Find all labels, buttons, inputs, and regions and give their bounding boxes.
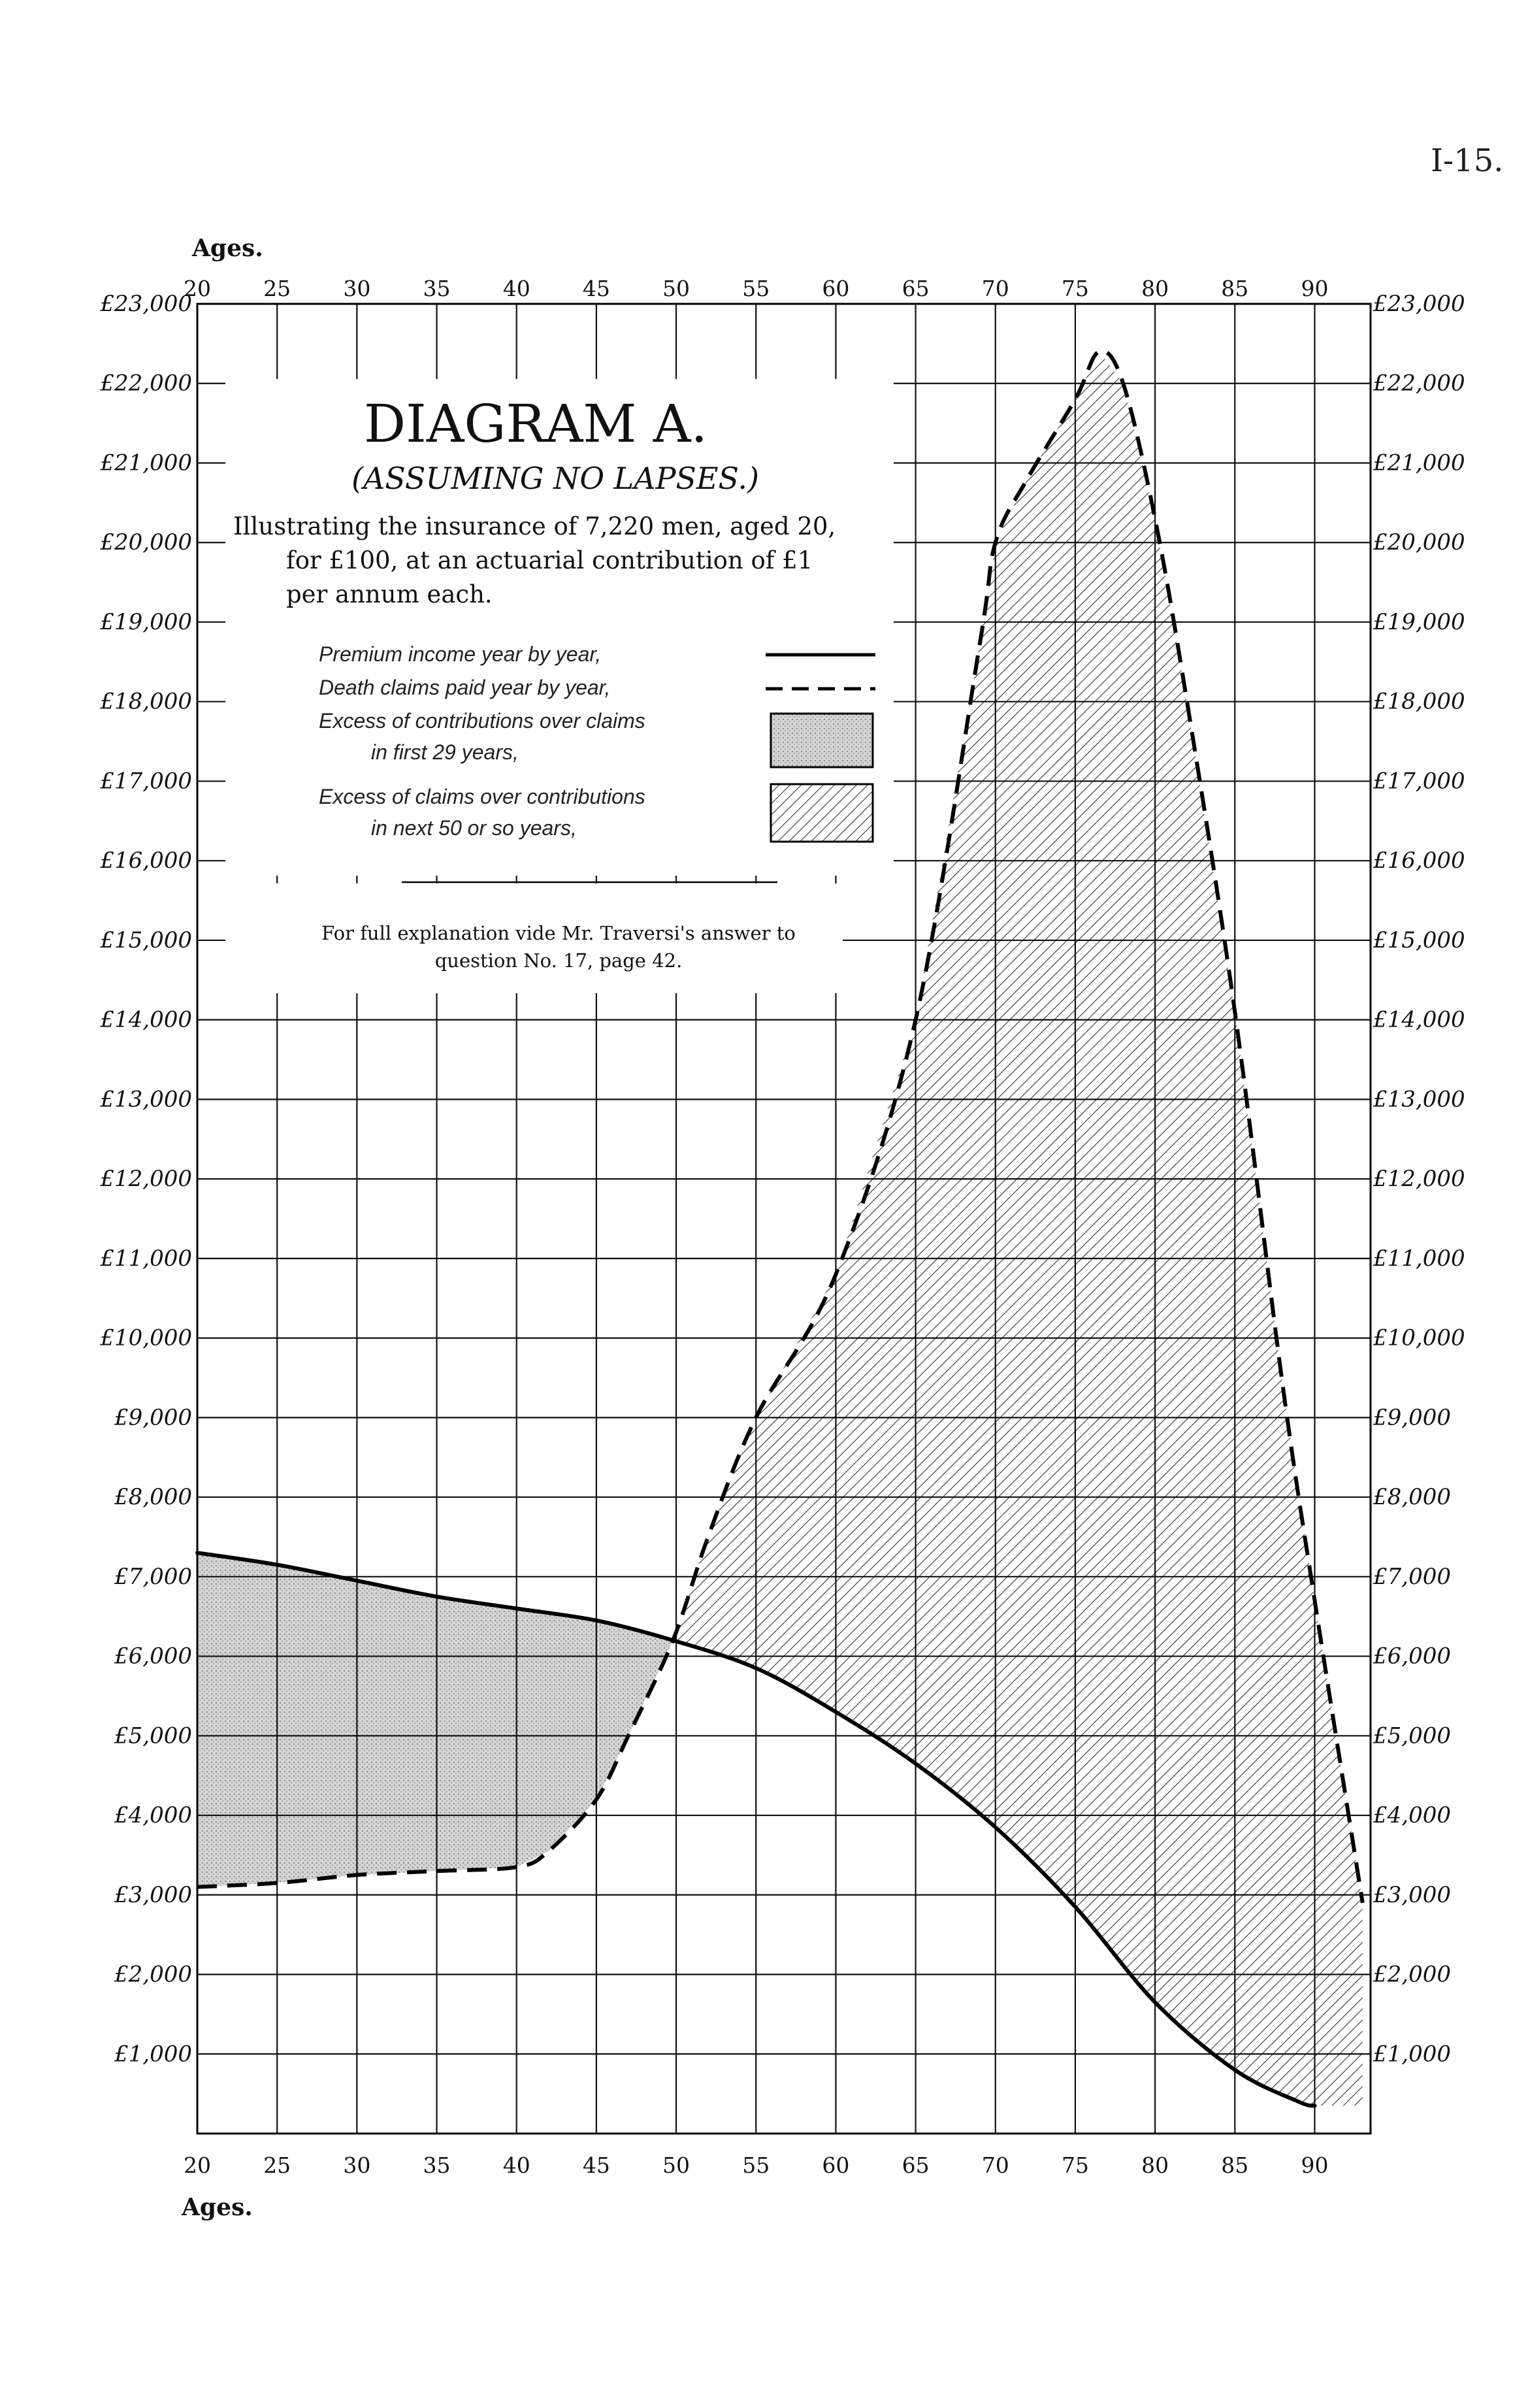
note-line-1: For full explanation vide Mr. Traversi's answer to bbox=[321, 922, 796, 944]
y-tick-right-5000: £5,000 bbox=[1373, 1723, 1451, 1749]
y-tick-right-17000: £17,000 bbox=[1373, 768, 1465, 795]
x-tick-top-25: 25 bbox=[263, 276, 291, 301]
chart-title: DIAGRAM A. bbox=[364, 393, 707, 454]
y-tick-labels-right bbox=[1373, 291, 1465, 2067]
y-tick-right-6000: £6,000 bbox=[1373, 1643, 1451, 1670]
note-line-2: question No. 17, page 42. bbox=[434, 949, 683, 972]
y-tick-left-16000: £16,000 bbox=[100, 848, 192, 874]
y-tick-left-5000: £5,000 bbox=[114, 1723, 192, 1749]
y-tick-right-3000: £3,000 bbox=[1373, 1881, 1451, 1908]
legend-label-premium: Premium income year by year, bbox=[319, 642, 602, 666]
description-line-2: for £100, at an actuarial contribution of £1 bbox=[286, 546, 813, 574]
x-tick-top-50: 50 bbox=[662, 276, 691, 301]
x-tick-top-70: 70 bbox=[981, 276, 1009, 301]
y-tick-right-20000: £20,000 bbox=[1373, 529, 1465, 556]
y-tick-left-10000: £10,000 bbox=[100, 1325, 192, 1351]
region-excess-contributions bbox=[197, 1553, 673, 1887]
y-tick-left-14000: £14,000 bbox=[100, 1006, 192, 1033]
y-tick-left-6000: £6,000 bbox=[114, 1643, 192, 1670]
x-tick-top-85: 85 bbox=[1221, 276, 1249, 301]
y-tick-left-17000: £17,000 bbox=[100, 768, 192, 795]
x-tick-top-40: 40 bbox=[502, 276, 530, 301]
description-line-3: per annum each. bbox=[286, 580, 493, 608]
legend-swatch-stipple bbox=[771, 714, 873, 767]
y-tick-left-12000: £12,000 bbox=[100, 1166, 192, 1193]
x-tick-top-65: 65 bbox=[902, 276, 930, 301]
x-tick-bottom-45: 45 bbox=[582, 2152, 610, 2178]
x-tick-bottom-35: 35 bbox=[423, 2152, 451, 2178]
x-tick-top-60: 60 bbox=[822, 276, 850, 301]
y-tick-labels-left bbox=[99, 291, 192, 2067]
y-tick-left-19000: £19,000 bbox=[100, 608, 192, 635]
x-tick-bottom-25: 25 bbox=[263, 2152, 291, 2178]
legend-label-excess-claims-2: in next 50 or so years, bbox=[371, 816, 577, 840]
x-tick-top-75: 75 bbox=[1061, 276, 1089, 301]
y-tick-right-11000: £11,000 bbox=[1373, 1245, 1465, 1272]
y-tick-right-14000: £14,000 bbox=[1373, 1006, 1465, 1033]
x-tick-bottom-80: 80 bbox=[1141, 2152, 1169, 2178]
chart-subtitle: (ASSUMING NO LAPSES.) bbox=[351, 461, 759, 496]
x-tick-bottom-85: 85 bbox=[1221, 2152, 1249, 2178]
y-tick-left-3000: £3,000 bbox=[114, 1881, 192, 1908]
legend-label-excess-contrib-2: in first 29 years, bbox=[371, 740, 519, 764]
y-tick-right-2000: £2,000 bbox=[1373, 1961, 1451, 1988]
y-tick-left-23000: £23,000 bbox=[100, 291, 192, 317]
y-tick-right-7000: £7,000 bbox=[1373, 1563, 1451, 1590]
y-tick-left-15000: £15,000 bbox=[100, 927, 192, 953]
y-tick-right-19000: £19,000 bbox=[1373, 608, 1465, 635]
y-tick-right-23000: £23,000 bbox=[1373, 291, 1465, 317]
y-tick-right-10000: £10,000 bbox=[1373, 1325, 1465, 1351]
x-tick-bottom-50: 50 bbox=[662, 2152, 691, 2178]
y-tick-left-8000: £8,000 bbox=[114, 1484, 192, 1511]
x-tick-top-90: 90 bbox=[1301, 276, 1329, 301]
y-tick-right-21000: £21,000 bbox=[1373, 450, 1465, 476]
x-axis-label-top: Ages. bbox=[192, 235, 263, 262]
x-tick-bottom-65: 65 bbox=[902, 2152, 930, 2178]
x-tick-bottom-30: 30 bbox=[343, 2152, 371, 2178]
x-tick-top-30: 30 bbox=[343, 276, 371, 301]
y-tick-right-15000: £15,000 bbox=[1373, 927, 1465, 953]
x-tick-bottom-40: 40 bbox=[502, 2152, 530, 2178]
title-panel bbox=[225, 379, 894, 882]
y-tick-left-21000: £21,000 bbox=[100, 450, 192, 476]
x-tick-labels-bottom bbox=[184, 2152, 1328, 2178]
legend-label-claims: Death claims paid year by year, bbox=[319, 676, 611, 699]
description-line-1: Illustrating the insurance of 7,220 men, aged 20, bbox=[233, 512, 836, 540]
note-panel bbox=[225, 883, 843, 993]
x-tick-top-80: 80 bbox=[1141, 276, 1169, 301]
x-tick-bottom-75: 75 bbox=[1061, 2152, 1089, 2178]
y-tick-right-18000: £18,000 bbox=[1373, 688, 1465, 715]
page-number: I-15. bbox=[1431, 142, 1504, 179]
y-tick-left-20000: £20,000 bbox=[100, 529, 192, 556]
y-tick-left-4000: £4,000 bbox=[114, 1802, 192, 1829]
y-tick-right-9000: £9,000 bbox=[1373, 1404, 1451, 1431]
x-axis-label-bottom: Ages. bbox=[182, 2194, 253, 2221]
y-tick-left-11000: £11,000 bbox=[100, 1245, 192, 1272]
y-tick-right-4000: £4,000 bbox=[1373, 1802, 1451, 1829]
y-tick-right-1000: £1,000 bbox=[1373, 2041, 1451, 2068]
x-tick-bottom-20: 20 bbox=[184, 2152, 211, 2178]
y-tick-left-9000: £9,000 bbox=[114, 1404, 192, 1431]
y-tick-left-13000: £13,000 bbox=[100, 1086, 192, 1113]
y-tick-left-22000: £22,000 bbox=[100, 370, 192, 397]
x-tick-top-20: 20 bbox=[184, 276, 211, 301]
y-tick-right-22000: £22,000 bbox=[1373, 370, 1465, 397]
x-tick-bottom-70: 70 bbox=[981, 2152, 1009, 2178]
x-tick-bottom-55: 55 bbox=[742, 2152, 770, 2178]
y-tick-right-16000: £16,000 bbox=[1373, 848, 1465, 874]
x-tick-labels-top bbox=[184, 276, 1328, 301]
y-tick-left-2000: £2,000 bbox=[114, 1961, 192, 1988]
y-tick-right-13000: £13,000 bbox=[1373, 1086, 1465, 1113]
y-tick-left-7000: £7,000 bbox=[114, 1563, 192, 1590]
legend-label-excess-contrib: Excess of contributions over claims bbox=[319, 709, 645, 733]
y-tick-right-8000: £8,000 bbox=[1373, 1484, 1451, 1511]
y-tick-right-12000: £12,000 bbox=[1373, 1166, 1465, 1193]
legend-label-excess-claims: Excess of claims over contributions bbox=[319, 785, 645, 808]
x-tick-top-35: 35 bbox=[423, 276, 451, 301]
y-tick-left-1000: £1,000 bbox=[114, 2041, 192, 2068]
x-tick-bottom-60: 60 bbox=[822, 2152, 850, 2178]
x-tick-bottom-90: 90 bbox=[1301, 2152, 1329, 2178]
x-tick-top-55: 55 bbox=[742, 276, 770, 301]
x-tick-top-45: 45 bbox=[582, 276, 610, 301]
y-tick-left-18000: £18,000 bbox=[100, 688, 192, 715]
legend-swatch-hatch bbox=[771, 784, 873, 842]
